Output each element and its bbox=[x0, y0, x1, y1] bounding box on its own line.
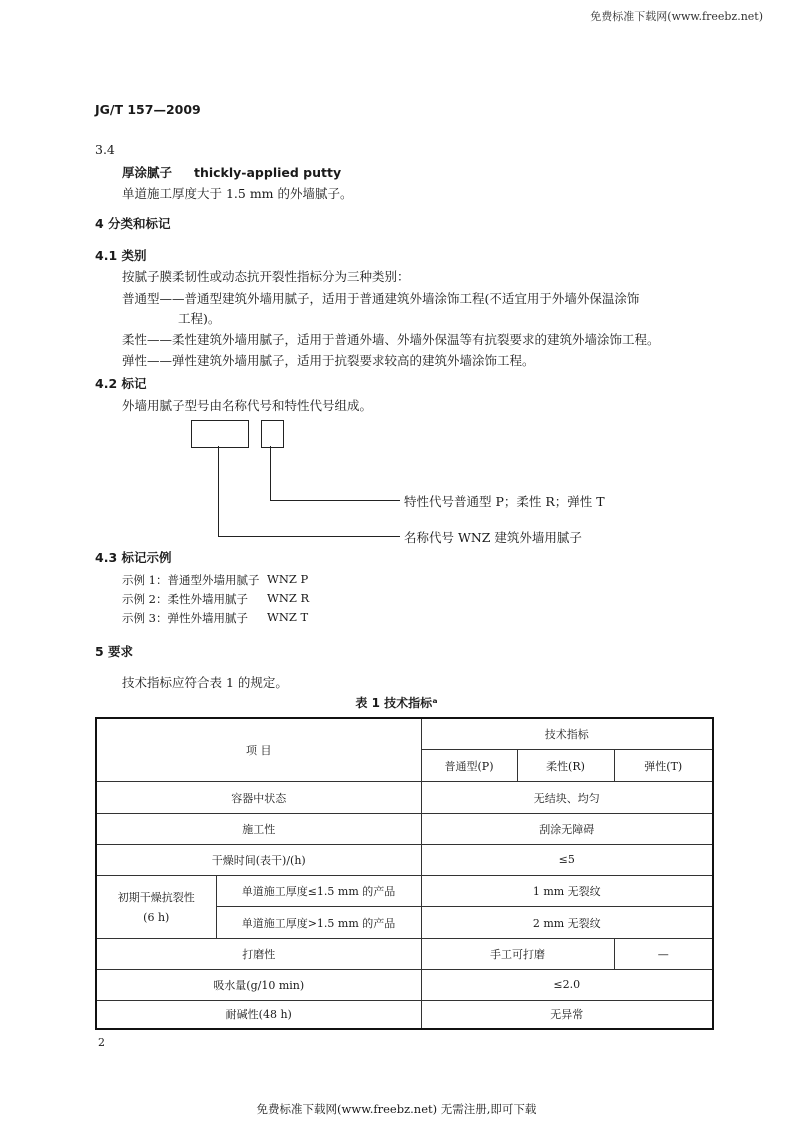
leader-line-name-h bbox=[218, 536, 400, 537]
row-item: 容器中状态 bbox=[96, 782, 421, 814]
group-label-line1: 初期干燥抗裂性 bbox=[117, 891, 195, 905]
table-row bbox=[96, 1000, 713, 1029]
row-item: 耐碱性(48 h) bbox=[96, 1000, 421, 1029]
table-title: 表 1 技术指标ᵃ bbox=[355, 696, 438, 710]
example-1-code: WNZ P bbox=[267, 572, 309, 586]
marking-intro: 外墙用腻子型号由名称代号和特性代号组成。 bbox=[122, 398, 373, 413]
table-row bbox=[96, 813, 713, 844]
col-header-t: 弹性(T) bbox=[614, 750, 713, 782]
term-entry bbox=[122, 163, 341, 181]
name-code-label: 名称代号 WNZ 建筑外墙用腻子 bbox=[404, 530, 582, 545]
row-value: 无结块、均匀 bbox=[421, 782, 713, 814]
type-ordinary: 普通型——普通型建筑外墙用腻子，适用于普通建筑外墙涂饰工程(不适宜用于外墙外保温涂饰 bbox=[122, 291, 640, 306]
row-item: 干燥时间(表干)/(h) bbox=[96, 844, 421, 875]
watermark-bottom: 免费标准下载网(www.freebz.net) 无需注册,即可下载 bbox=[256, 1102, 537, 1116]
characteristic-code-label: 特性代号普通型 P；柔性 R；弹性 T bbox=[404, 494, 605, 509]
leader-line-name bbox=[218, 446, 219, 537]
type-flexible: 柔性——柔性建筑外墙用腻子，适用于普通外墙、外墙外保温等有抗裂要求的建筑外墙涂饰工程。 bbox=[122, 332, 660, 347]
heading-4-3: 4.3 标记示例 bbox=[95, 550, 172, 565]
leader-line-characteristic bbox=[270, 446, 271, 501]
type-ordinary-cont: 工程)。 bbox=[178, 311, 221, 326]
row-value-t: — bbox=[614, 939, 713, 970]
leader-line-characteristic-h bbox=[270, 500, 400, 501]
standard-code: JG/T 157—2009 bbox=[95, 102, 201, 117]
technical-specs-table bbox=[95, 717, 714, 1030]
type-elastic: 弹性——弹性建筑外墙用腻子，适用于抗裂要求较高的建筑外墙涂饰工程。 bbox=[122, 353, 535, 368]
example-2-label: 示例 2：柔性外墙用腻子 bbox=[122, 592, 248, 606]
col-header-p: 普通型(P) bbox=[421, 750, 517, 782]
row-value: 1 mm 无裂纹 bbox=[421, 875, 713, 907]
example-2-code: WNZ R bbox=[267, 591, 310, 605]
heading-4-1: 4.1 类别 bbox=[95, 248, 147, 263]
example-1-label: 示例 1：普通型外墙用腻子 bbox=[122, 573, 260, 587]
row-item: 打磨性 bbox=[96, 939, 421, 970]
row-item: 吸水量(g/10 min) bbox=[96, 969, 421, 1000]
row-value: 手工可打磨 bbox=[421, 939, 614, 970]
heading-4: 4 分类和标记 bbox=[95, 216, 171, 231]
clause-number-3-4: 3.4 bbox=[95, 142, 115, 157]
example-3-code: WNZ T bbox=[267, 610, 309, 624]
example-3-label: 示例 3：弹性外墙用腻子 bbox=[122, 611, 248, 625]
term-english: thickly-applied putty bbox=[193, 165, 342, 180]
row-value: 刮涂无障碍 bbox=[421, 813, 713, 844]
page-number: 2 bbox=[98, 1036, 105, 1049]
group-label-line2: (6 h) bbox=[143, 911, 170, 925]
table-row bbox=[96, 844, 713, 875]
col-header-r: 柔性(R) bbox=[517, 750, 614, 782]
header-spec: 技术指标 bbox=[421, 718, 713, 750]
row-item: 施工性 bbox=[96, 813, 421, 844]
characteristic-code-box bbox=[261, 420, 284, 448]
watermark-top: 免费标准下载网(www.freebz.net) bbox=[590, 10, 763, 23]
row-value: ≤5 bbox=[421, 844, 713, 875]
table-row bbox=[96, 939, 713, 970]
heading-5: 5 要求 bbox=[95, 644, 134, 659]
row-value: 无异常 bbox=[421, 1000, 713, 1029]
row-value: 2 mm 无裂纹 bbox=[421, 907, 713, 939]
term-chinese: 厚涂腻子 bbox=[122, 165, 173, 180]
table-row bbox=[96, 875, 713, 907]
heading-4-2: 4.2 标记 bbox=[95, 376, 147, 391]
header-item: 项 目 bbox=[96, 718, 421, 782]
crack-resistance-group bbox=[96, 875, 216, 939]
categories-intro: 按腻子膜柔韧性或动态抗开裂性指标分为三种类别： bbox=[122, 269, 410, 284]
term-definition: 单道施工厚度大于 1.5 mm 的外墙腻子。 bbox=[122, 186, 353, 201]
row-item: 单道施工厚度>1.5 mm 的产品 bbox=[216, 907, 421, 939]
table-row bbox=[96, 969, 713, 1000]
row-item: 单道施工厚度≤1.5 mm 的产品 bbox=[216, 875, 421, 907]
table-row bbox=[96, 782, 713, 814]
requirements-text: 技术指标应符合表 1 的规定。 bbox=[122, 675, 288, 690]
name-code-box bbox=[191, 420, 249, 448]
row-value: ≤2.0 bbox=[421, 969, 713, 1000]
